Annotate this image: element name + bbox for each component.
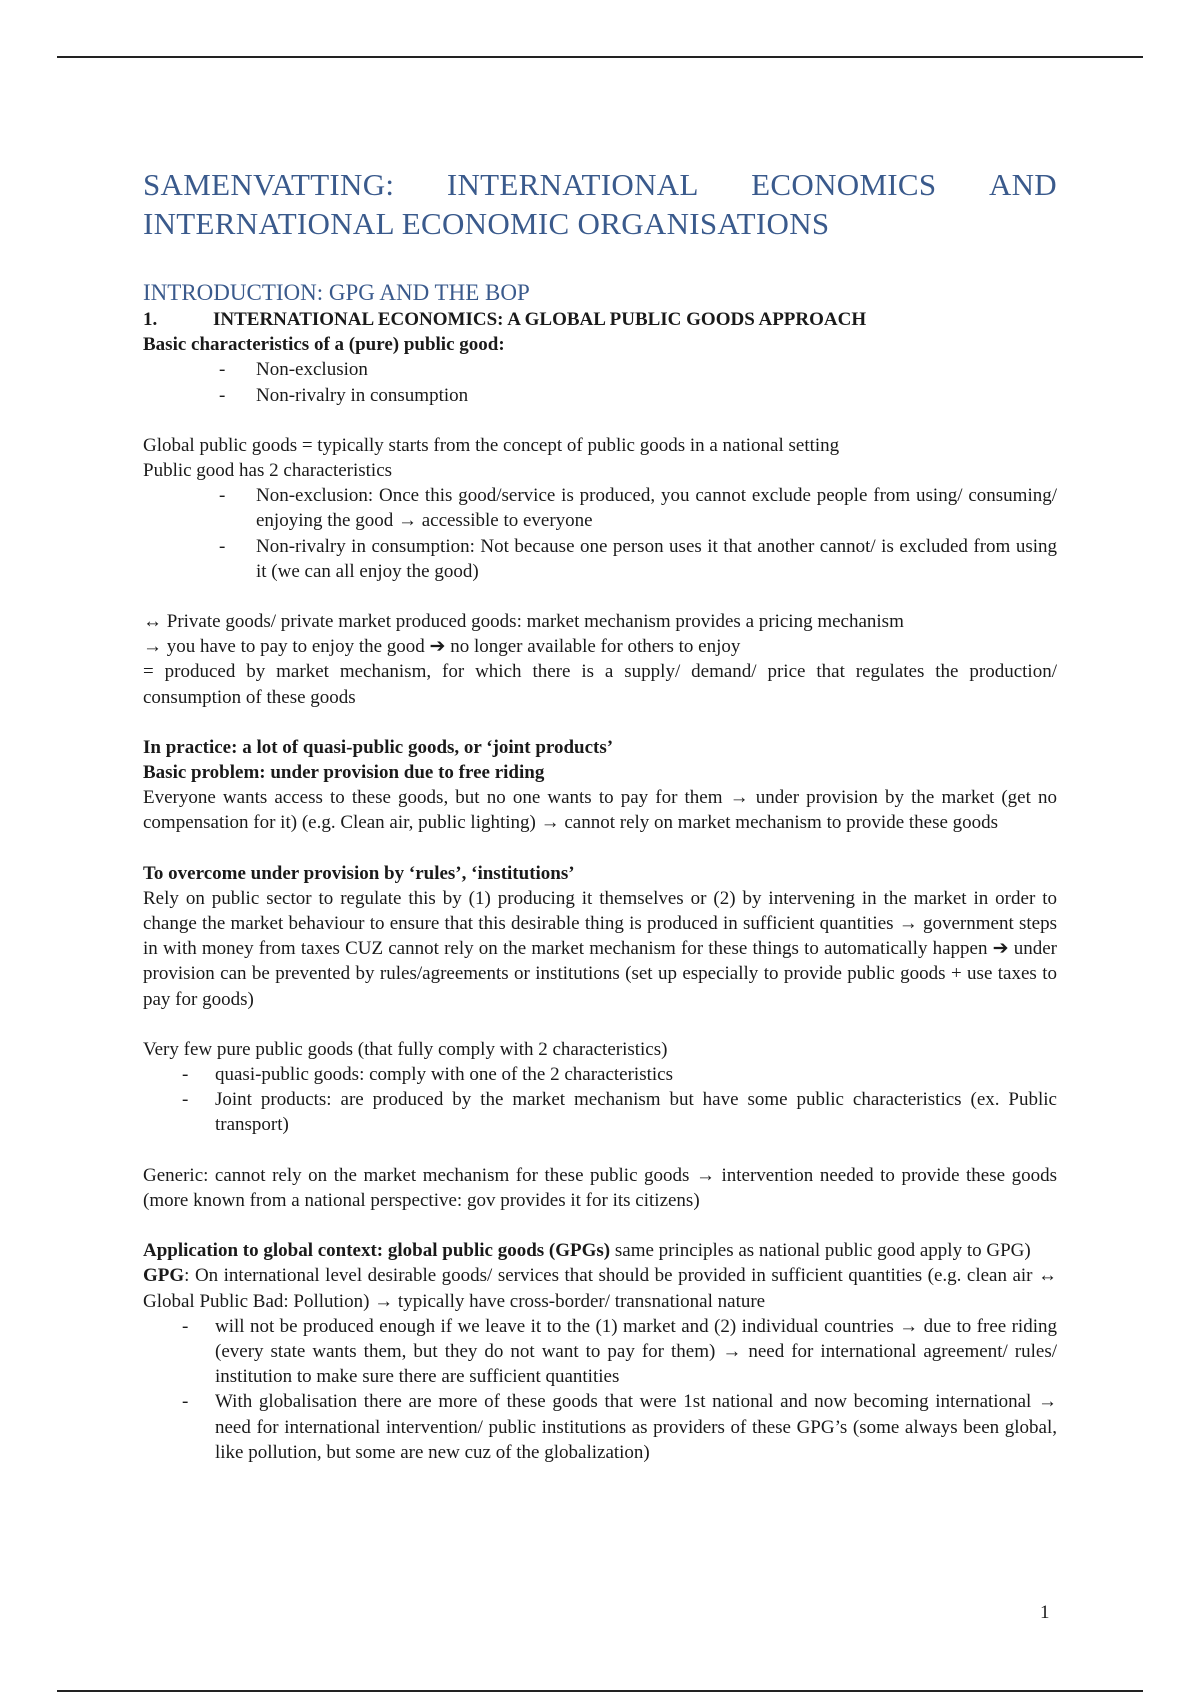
basic-chars-list — [143, 357, 1057, 407]
application-bold: Application to global context: global public goods (GPGs) — [143, 1240, 611, 1262]
basic-chars-heading: Basic characteristics of a (pure) public good: — [143, 334, 505, 356]
list-item: - will not be produced enough if we leave it to the (1) market and (2) individual countries → due to free riding (every state wants them, but they do not want to pay for them) → need for international agreement/ rules/ institution to make sure there are sufficient quantities — [143, 1314, 1057, 1390]
list-item: - Non-exclusion: Once this good/service is produced, you cannot exclude people from using/ consuming/ enjoying the good → accessible to everyone — [143, 483, 1057, 533]
section-title: INTERNATIONAL ECONOMICS: A GLOBAL PUBLIC GOODS APPROACH — [213, 309, 867, 330]
gpg-paragraph — [143, 1263, 1057, 1313]
very-few-list — [143, 1062, 1057, 1138]
bottom-rule — [57, 1690, 1143, 1692]
paragraph: = produced by market mechanism, for which there is a supply/ demand/ price that regulates the production/ consumption of these goods — [143, 661, 1057, 708]
paragraph: Public good has 2 characteristics — [143, 460, 393, 482]
document-title — [143, 165, 1057, 243]
list-item: - Non-exclusion — [143, 357, 1057, 382]
gpg-list — [143, 1314, 1057, 1465]
title-word: INTERNATIONAL — [446, 167, 699, 202]
title-word: SAMENVATTING: — [143, 167, 395, 202]
overcome-heading: To overcome under provision by ‘rules’, ‘institutions’ — [143, 862, 575, 884]
document-body — [143, 165, 1057, 1465]
list-item: - Non-rivalry in consumption: Not because one person uses it that another cannot/ is excluded from using it (we can all enjoy the good) — [143, 534, 1057, 584]
paragraph: Very few pure public goods (that fully comply with 2 characteristics) — [143, 1038, 668, 1060]
paragraph: Generic: cannot rely on the market mechanism for these public goods → intervention needed to provide these goods (more known from a national perspective: gov provides it for its citizens) — [143, 1164, 1057, 1211]
paragraph: Rely on public sector to regulate this by (1) producing it themselves or (2) by intervening in the market in order to change the market behaviour to ensure that this desirable thing is produced in sufficient quantities → government steps in with money from taxes CUZ cannot rely on the market mechanism for these things to automatically happen ➔ under provision can be prevented by rules/agreements or institutions (set up especially to provide public goods + use taxes to pay for goods) — [143, 887, 1057, 1010]
gpg-label: GPG — [143, 1265, 185, 1287]
top-rule — [57, 56, 1143, 58]
list-item: - Non-rivalry in consumption — [143, 383, 1057, 408]
application-rest: same principles as national public good apply to GPG) — [610, 1240, 1031, 1262]
section-number: 1. — [143, 309, 158, 330]
gpg-text: : On international level desirable goods/ services that should be provided in sufficient quantities (e.g. clean air ↔ Global Public Bad: Pollution) → typically have cross-border/ transnational nature — [143, 1265, 1057, 1312]
title-word: ECONOMICS — [751, 167, 937, 202]
title-line-1 — [143, 165, 1057, 204]
section-1-heading — [143, 307, 1057, 332]
intro-heading: INTRODUCTION: GPG AND THE BOP — [143, 280, 530, 305]
paragraph: Everyone wants access to these goods, but no one wants to pay for them → under provision by the market (get no compensation for it) (e.g. Clean air, public lighting) → cannot rely on market mechanism to provide these goods — [143, 787, 1057, 834]
list-item: - Joint products: are produced by the market mechanism but have some public characteristics (ex. Public transport) — [143, 1087, 1057, 1137]
quasi-heading: In practice: a lot of quasi-public goods, or ‘joint products’ — [143, 736, 614, 758]
free-riding-heading: Basic problem: under provision due to free riding — [143, 762, 545, 784]
application-paragraph — [143, 1238, 1057, 1263]
title-word: AND — [988, 167, 1057, 202]
list-item: - quasi-public goods: comply with one of the 2 characteristics — [143, 1062, 1057, 1087]
list-item: - With globalisation there are more of these goods that were 1st national and now becoming international → need for international intervention/ public institutions as providers of these GPG’s (some always been global, like pollution, but some are new cuz of the globalization) — [143, 1389, 1057, 1465]
gpg-characteristics-list — [143, 483, 1057, 584]
title-line-2: INTERNATIONAL ECONOMIC ORGANISATIONS — [143, 206, 830, 241]
paragraph: ↔ Private goods/ private market produced goods: market mechanism provides a pricing mechanism — [143, 611, 904, 633]
paragraph: → you have to pay to enjoy the good ➔ no longer available for others to enjoy — [143, 636, 741, 658]
page-number: 1 — [1040, 1602, 1050, 1623]
paragraph: Global public goods = typically starts from the concept of public goods in a national setting — [143, 434, 840, 456]
